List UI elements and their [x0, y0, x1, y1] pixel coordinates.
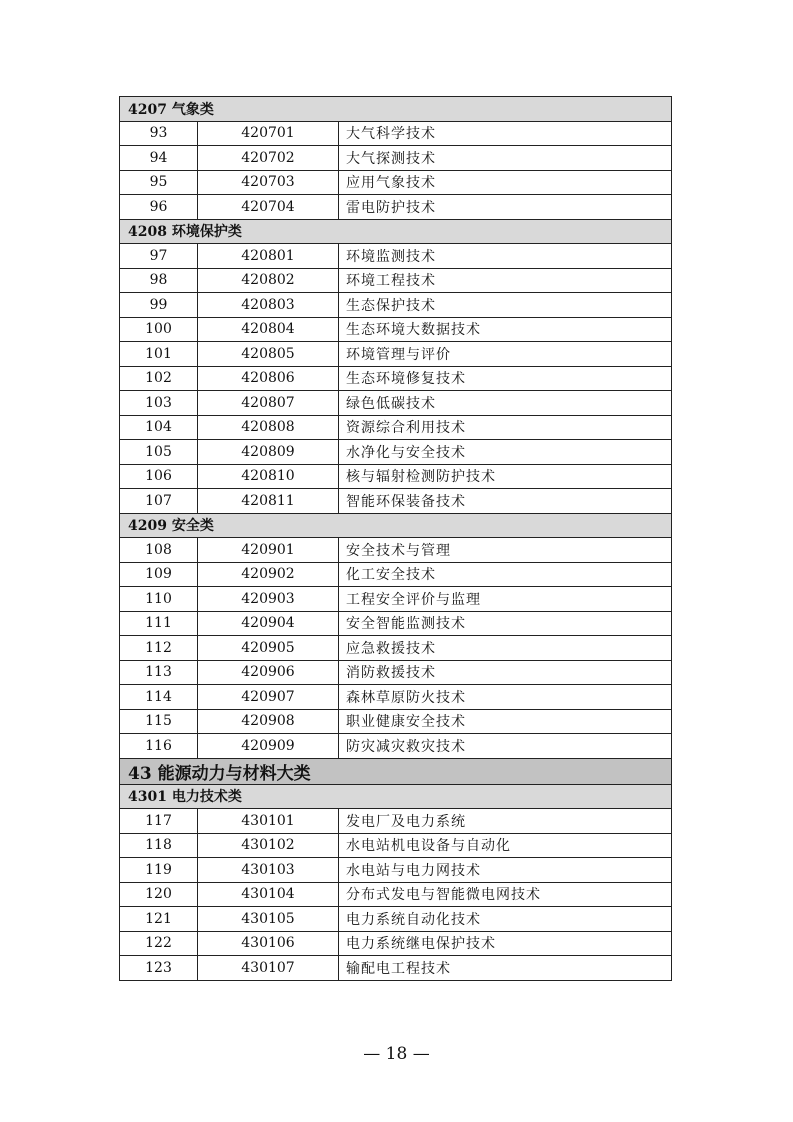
table-row: [120, 415, 672, 440]
row-number-cell: 101: [120, 342, 198, 367]
program-name-cell: 安全技术与管理: [339, 538, 672, 563]
table-row: [120, 170, 672, 195]
subcategory-row: [120, 784, 672, 809]
program-code-cell: 430102: [198, 833, 339, 858]
program-name-cell: 工程安全评价与监理: [339, 587, 672, 612]
row-number-cell: 103: [120, 391, 198, 416]
table-row: [120, 464, 672, 489]
program-name-cell: 森林草原防火技术: [339, 685, 672, 710]
page-number: — 18 —: [363, 1044, 430, 1064]
program-code-cell: 420803: [198, 293, 339, 318]
program-code-cell: 420703: [198, 170, 339, 195]
program-name-cell: 资源综合利用技术: [339, 415, 672, 440]
major-category-label: 43 能源动力与材料大类: [120, 758, 672, 784]
row-number-cell: 111: [120, 611, 198, 636]
program-code-cell: 420811: [198, 489, 339, 514]
program-name-cell: 职业健康安全技术: [339, 709, 672, 734]
row-number-cell: 100: [120, 317, 198, 342]
table-row: [120, 121, 672, 146]
subcategory-row: [120, 219, 672, 244]
table-row: [120, 809, 672, 834]
row-number-cell: 121: [120, 907, 198, 932]
program-code-cell: 420702: [198, 146, 339, 171]
table-row: [120, 317, 672, 342]
program-catalog-table: [119, 96, 672, 981]
program-code-cell: 420908: [198, 709, 339, 734]
program-code-cell: 420902: [198, 562, 339, 587]
table-row: [120, 268, 672, 293]
table-row: [120, 195, 672, 220]
program-name-cell: 水净化与安全技术: [339, 440, 672, 465]
program-code-cell: 420806: [198, 366, 339, 391]
table-row: [120, 587, 672, 612]
program-code-cell: 420701: [198, 121, 339, 146]
program-name-cell: 电力系统继电保护技术: [339, 931, 672, 956]
row-number-cell: 94: [120, 146, 198, 171]
table-row: [120, 931, 672, 956]
program-name-cell: 水电站与电力网技术: [339, 858, 672, 883]
program-name-cell: 核与辐射检测防护技术: [339, 464, 672, 489]
row-number-cell: 106: [120, 464, 198, 489]
row-number-cell: 93: [120, 121, 198, 146]
program-name-cell: 输配电工程技术: [339, 956, 672, 981]
row-number-cell: 107: [120, 489, 198, 514]
row-number-cell: 114: [120, 685, 198, 710]
table-row: [120, 146, 672, 171]
row-number-cell: 113: [120, 660, 198, 685]
program-code-cell: 420810: [198, 464, 339, 489]
table-row: [120, 907, 672, 932]
program-name-cell: 应用气象技术: [339, 170, 672, 195]
program-name-cell: 发电厂及电力系统: [339, 809, 672, 834]
row-number-cell: 123: [120, 956, 198, 981]
program-code-cell: 420909: [198, 734, 339, 759]
table-row: [120, 293, 672, 318]
program-name-cell: 分布式发电与智能微电网技术: [339, 882, 672, 907]
table-row: [120, 440, 672, 465]
row-number-cell: 97: [120, 244, 198, 269]
row-number-cell: 105: [120, 440, 198, 465]
program-code-cell: 430107: [198, 956, 339, 981]
program-name-cell: 雷电防护技术: [339, 195, 672, 220]
subcategory-label: 4208 环境保护类: [120, 219, 672, 244]
row-number-cell: 116: [120, 734, 198, 759]
program-code-cell: 430105: [198, 907, 339, 932]
row-number-cell: 104: [120, 415, 198, 440]
program-name-cell: 环境工程技术: [339, 268, 672, 293]
program-code-cell: 420801: [198, 244, 339, 269]
program-name-cell: 环境管理与评价: [339, 342, 672, 367]
row-number-cell: 102: [120, 366, 198, 391]
program-name-cell: 生态保护技术: [339, 293, 672, 318]
program-code-cell: 420905: [198, 636, 339, 661]
program-code-cell: 420808: [198, 415, 339, 440]
table-row: [120, 858, 672, 883]
program-code-cell: 420809: [198, 440, 339, 465]
subcategory-row: [120, 513, 672, 538]
program-code-cell: 420901: [198, 538, 339, 563]
major-category-row: [120, 758, 672, 784]
table-row: [120, 636, 672, 661]
program-name-cell: 化工安全技术: [339, 562, 672, 587]
program-name-cell: 消防救援技术: [339, 660, 672, 685]
row-number-cell: 115: [120, 709, 198, 734]
table-row: [120, 660, 672, 685]
row-number-cell: 112: [120, 636, 198, 661]
table-row: [120, 391, 672, 416]
table-row: [120, 489, 672, 514]
program-code-cell: 420904: [198, 611, 339, 636]
program-code-cell: 430104: [198, 882, 339, 907]
program-name-cell: 绿色低碳技术: [339, 391, 672, 416]
subcategory-row: [120, 97, 672, 122]
row-number-cell: 118: [120, 833, 198, 858]
table-row: [120, 611, 672, 636]
program-name-cell: 安全智能监测技术: [339, 611, 672, 636]
program-code-cell: 420907: [198, 685, 339, 710]
table-row: [120, 685, 672, 710]
subcategory-label: 4207 气象类: [120, 97, 672, 122]
program-code-cell: 420704: [198, 195, 339, 220]
program-code-cell: 420804: [198, 317, 339, 342]
table-row: [120, 734, 672, 759]
program-name-cell: 智能环保装备技术: [339, 489, 672, 514]
program-name-cell: 环境监测技术: [339, 244, 672, 269]
program-code-cell: 420807: [198, 391, 339, 416]
row-number-cell: 122: [120, 931, 198, 956]
program-code-cell: 430106: [198, 931, 339, 956]
table-row: [120, 342, 672, 367]
program-code-cell: 420906: [198, 660, 339, 685]
program-code-cell: 430101: [198, 809, 339, 834]
table-row: [120, 833, 672, 858]
table-row: [120, 366, 672, 391]
table-row: [120, 562, 672, 587]
row-number-cell: 98: [120, 268, 198, 293]
program-code-cell: 420805: [198, 342, 339, 367]
row-number-cell: 110: [120, 587, 198, 612]
program-name-cell: 生态环境修复技术: [339, 366, 672, 391]
row-number-cell: 99: [120, 293, 198, 318]
table-row: [120, 709, 672, 734]
table-body: [120, 97, 672, 981]
program-name-cell: 大气科学技术: [339, 121, 672, 146]
row-number-cell: 120: [120, 882, 198, 907]
row-number-cell: 109: [120, 562, 198, 587]
table-row: [120, 956, 672, 981]
subcategory-label: 4301 电力技术类: [120, 784, 672, 809]
program-code-cell: 420802: [198, 268, 339, 293]
program-code-cell: 430103: [198, 858, 339, 883]
program-code-cell: 420903: [198, 587, 339, 612]
program-name-cell: 防灾减灾救灾技术: [339, 734, 672, 759]
program-name-cell: 生态环境大数据技术: [339, 317, 672, 342]
row-number-cell: 119: [120, 858, 198, 883]
table-row: [120, 538, 672, 563]
subcategory-label: 4209 安全类: [120, 513, 672, 538]
table-row: [120, 244, 672, 269]
row-number-cell: 96: [120, 195, 198, 220]
program-name-cell: 应急救援技术: [339, 636, 672, 661]
program-name-cell: 电力系统自动化技术: [339, 907, 672, 932]
program-name-cell: 大气探测技术: [339, 146, 672, 171]
row-number-cell: 108: [120, 538, 198, 563]
row-number-cell: 95: [120, 170, 198, 195]
row-number-cell: 117: [120, 809, 198, 834]
program-name-cell: 水电站机电设备与自动化: [339, 833, 672, 858]
table-row: [120, 882, 672, 907]
